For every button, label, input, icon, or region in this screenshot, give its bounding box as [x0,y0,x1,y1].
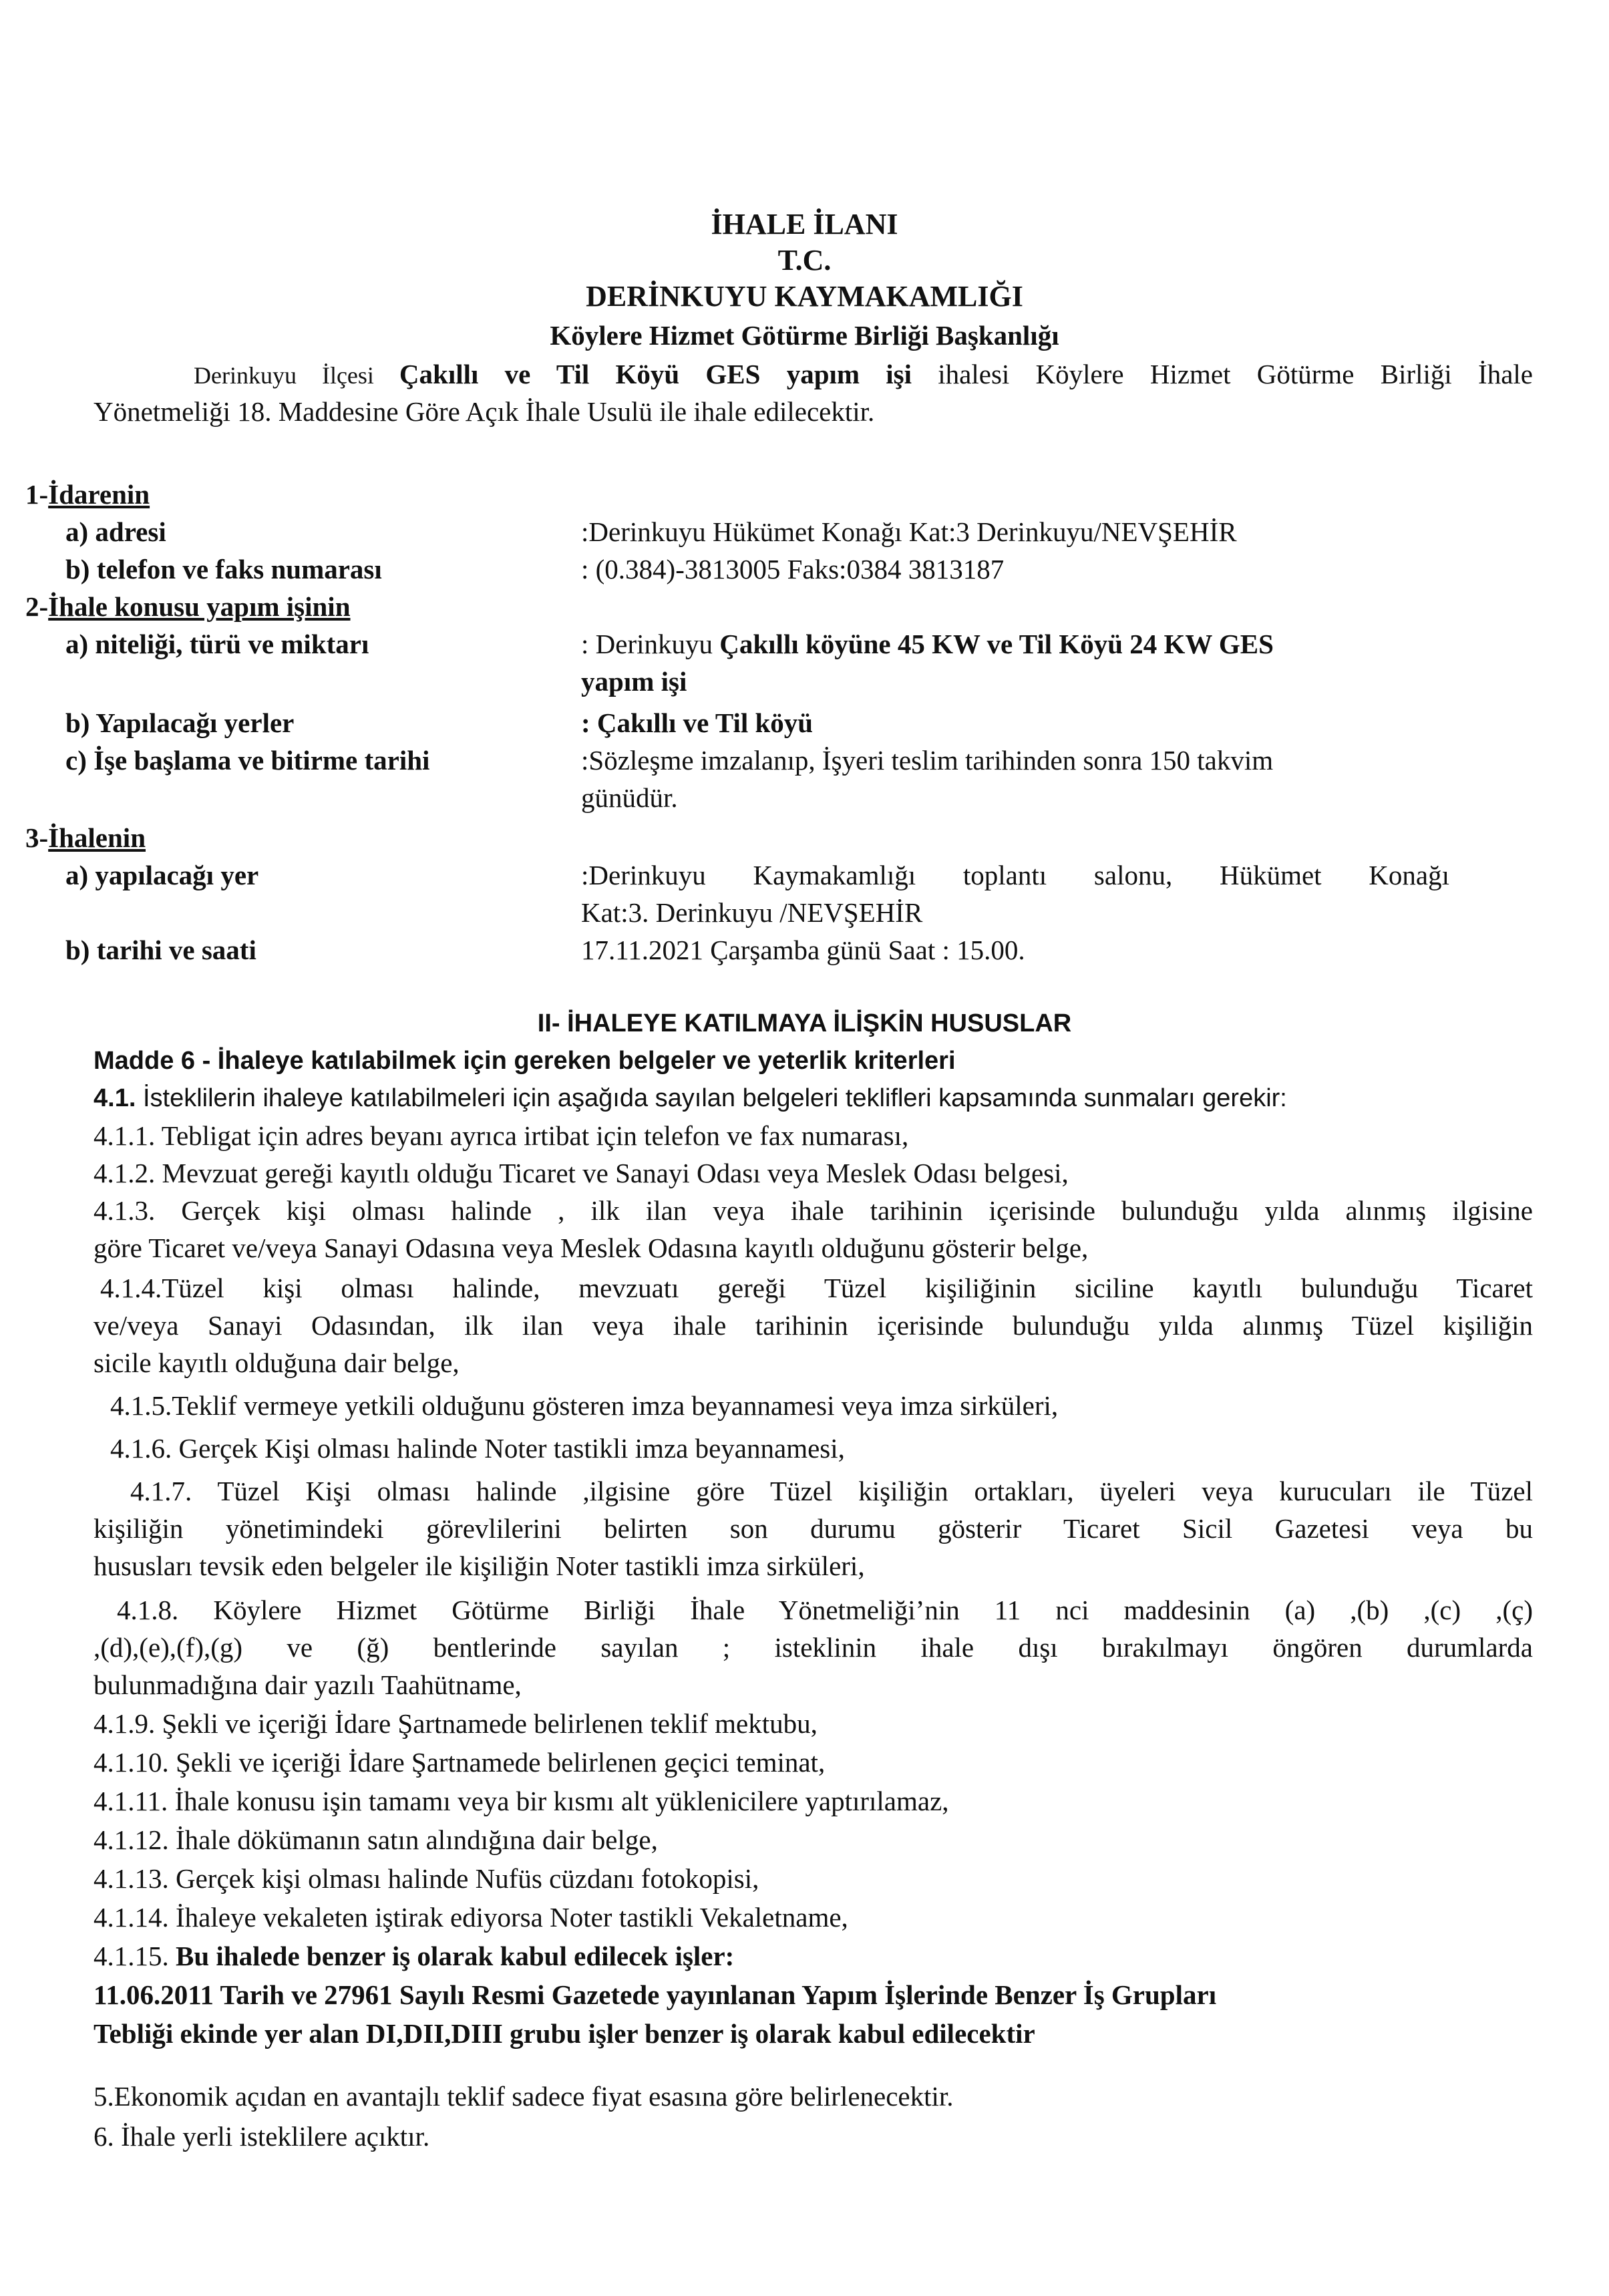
s2-b-value: : Çakıllı ve Til köyü [581,707,814,738]
intro-line-1 [194,355,1533,394]
item-4-1-13: 4.1.13. Gerçek kişi olması halinde Nufüs cüzdanı fotokopisi, [94,1863,759,1894]
madde-6-heading: Madde 6 - İhaleye katılabilmek için gereken belgeler ve yeterlik kriterleri [94,1047,956,1075]
item-4-1-7: 4.1.7. Tüzel Kişi olması halinde ,ilgisine göre Tüzel kişiliğin ortakları, üyeleri veya kurucuları ile Tüzel [130,1476,1533,1506]
s1-a-label: a) adresi [65,516,166,547]
s3-a-value-line2: Kat:3. Derinkuyu /NEVŞEHİR [581,897,923,928]
intro-tail: ihalesi Köylere Hizmet Götürme Birliği İhale [912,359,1533,389]
doc-title: İHALE İLANI [711,208,898,240]
item-4-1-2: 4.1.2. Mevzuat gereği kayıtlı olduğu Ticaret ve Sanayi Odası veya Meslek Odası belgesi, [94,1158,1069,1188]
s2-c-label: c) İşe başlama ve bitirme tarihi [65,745,430,776]
item-4-1-8: 4.1.8. Köylere Hizmet Götürme Birliği İhale Yönetmeliği’nin 11 nci maddesinin (a) ,(b) ,(c) ,(ç) [117,1595,1533,1625]
item-4-1-4: 4.1.4.Tüzel kişi olması halinde, mevzuatı gereği Tüzel kişiliğinin siciline kayıtlı bulunduğu Ticaret [100,1273,1533,1303]
item-4-1-5: 4.1.5.Teklif vermeye yetkili olduğunu gösteren imza beyannamesi veya imza sirküleri, [110,1390,1059,1421]
item-4-1-15: 4.1.15. Bu ihalede benzer iş olarak kabul edilecek işler: [94,1941,735,1971]
item-4-1-11: 4.1.11. İhale konusu işin tamamı veya bir kısmı alt yüklenicilere yaptırılamaz, [94,1786,949,1816]
item-4-1-3-cont: göre Ticaret ve/veya Sanayi Odasına veya Meslek Odasına kayıtlı olduğunu gösterir belge, [94,1233,1089,1263]
s3-a-label: a) yapılacağı yer [65,860,259,890]
s2-b-label: b) Yapılacağı yerler [65,707,295,738]
section2-heading: 2-İhale konusu yapım işinin [25,591,351,622]
item-4-1-4-cont: ve/veya Sanayi Odasından, ilk ilan veya ihale tarihinin içerisinde bulunduğu yılda alınmış Tüzel kişiliğin [94,1310,1533,1341]
section3-heading: 3-İhalenin [25,822,146,853]
s2-a-value: : Derinkuyu Çakıllı köyüne 45 KW ve Til Köyü 24 KW GES [581,629,1274,659]
item-4-1-8-cont: ,(d),(e),(f),(g) ve (ğ) bentlerinde sayılan ; isteklinin ihale dışı bırakılmayı öngören durumlarda [94,1632,1533,1663]
benzer-line-2: Tebliği ekinde yer alan DI,DII,DIII grubu işler benzer iş olarak kabul edilecektir [94,2018,1035,2049]
item-4-1-7-cont: kişiliğin yönetimindeki görevlilerini belirten son durumu gösterir Ticaret Sicil Gazetesi veya bu [94,1513,1533,1544]
s2-a-value-line2: yapım işi [581,666,687,697]
s1-b-value: : (0.384)-3813005 Faks:0384 3813187 [581,554,1005,585]
item-4-1-7-cont2: hususları tevsik eden belgeler ile kişiliğin Noter tastikli imza sirküleri, [94,1550,865,1581]
clause-6: 6. İhale yerli isteklilere açıktır. [94,2121,430,2152]
s3-b-value: 17.11.2021 Çarşamba günü Saat : 15.00. [581,935,1025,965]
office-name: DERİNKUYU KAYMAKAMLIĞI [586,280,1023,313]
item-4-1-14: 4.1.14. İhaleye vekaleten iştirak ediyorsa Noter tastikli Vekaletname, [94,1902,848,1933]
s1-b-label: b) telefon ve faks numarası [65,554,382,585]
item-4-1-12: 4.1.12. İhale dökümanın satın alındığına dair belge, [94,1824,658,1855]
intro-lead: Derinkuyu İlçesi [194,362,399,389]
item-4-1-1: 4.1.1. Tebligat için adres beyanı ayrıca irtibat için telefon ve fax numarası, [94,1120,909,1151]
item-4-1-8-cont2: bulunmadığına dair yazılı Taahütname, [94,1669,522,1700]
s2-c-value-line2: günüdür. [581,782,678,813]
unit-name: Köylere Hizmet Götürme Birliği Başkanlığı [550,320,1059,351]
tc-label: T.C. [777,244,832,277]
section1-heading: 1-İdarenin [25,479,150,510]
s1-a-value: :Derinkuyu Hükümet Konağı Kat:3 Derinkuyu/NEVŞEHİR [581,516,1237,547]
intro-subject: Çakıllı ve Til Köyü GES yapım işi [399,359,912,389]
s2-a-label: a) niteliği, türü ve miktarı [65,629,369,659]
s3-b-label: b) tarihi ve saati [65,935,256,965]
intro-line-2: Yönetmeliği 18. Maddesine Göre Açık İhale Usulü ile ihale edilecektir. [94,396,875,427]
part2-heading: II- İHALEYE KATILMAYA İLİŞKİN HUSUSLAR [537,1009,1072,1037]
clause-5: 5.Ekonomik açıdan en avantajlı teklif sadece fiyat esasına göre belirlenecektir. [94,2081,954,2112]
benzer-line-1: 11.06.2011 Tarih ve 27961 Sayılı Resmi Gazetede yayınlanan Yapım İşlerinde Benzer İş Grupları [94,1979,1217,2010]
s3-a-value: :Derinkuyu Kaymakamlığı toplantı salonu, Hükümet Konağı [581,860,1449,890]
item-4-1-9: 4.1.9. Şekli ve içeriği İdare Şartnamede belirlenen teklif mektubu, [94,1708,818,1739]
s2-c-value: :Sözleşme imzalanıp, İşyeri teslim tarihinden sonra 150 takvim [581,745,1274,776]
item-4-1-10: 4.1.10. Şekli ve içeriği İdare Şartnamede belirlenen geçici teminat, [94,1747,826,1778]
item-4-1-3: 4.1.3. Gerçek kişi olması halinde , ilk ilan veya ihale tarihinin içerisinde bulunduğu yılda alınmış ilgisine [94,1195,1533,1226]
p41: 4.1. İsteklilerin ihaleye katılabilmeleri için aşağıda sayılan belgeleri teklifleri kapsamında sunmaları gerekir: [94,1084,1287,1112]
item-4-1-4-cont2: sicile kayıtlı olduğuna dair belge, [94,1347,460,1378]
item-4-1-6: 4.1.6. Gerçek Kişi olması halinde Noter tastikli imza beyannamesi, [110,1433,845,1464]
